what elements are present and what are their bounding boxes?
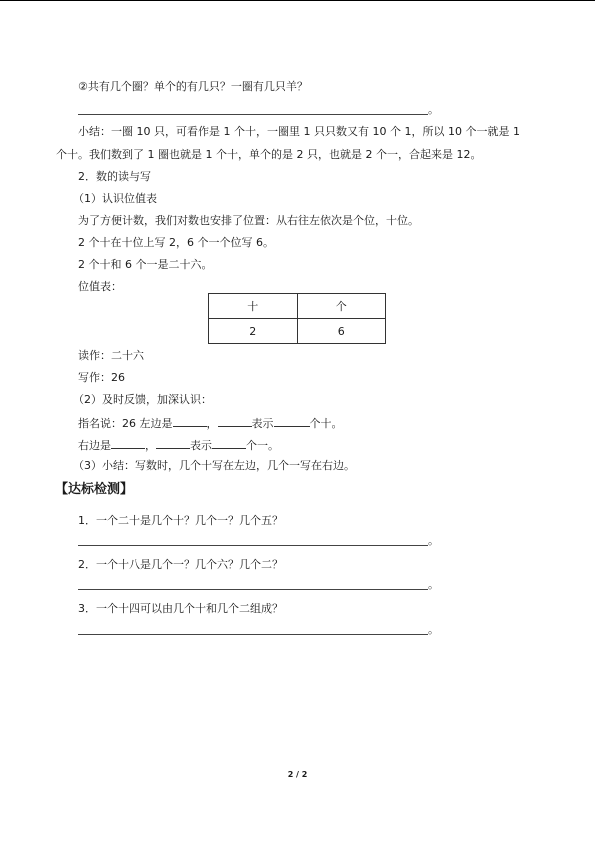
blank-left-meaning[interactable]	[218, 415, 252, 427]
feedback-line-2	[78, 437, 279, 453]
summary-line-1: 小结：一圈 10 只，可看作是 1 个十，一圈里 1 只只数又有 10 个 1，所以 10 个一就是 1	[78, 125, 520, 138]
test-question-1: 1．一个二十是几个十？几个一？几个五？	[78, 514, 283, 527]
feedback-2-comma: ，	[145, 439, 156, 452]
place-value-text-2: 2 个十在十位上写 2，6 个一个位写 6。	[78, 236, 274, 249]
blank-ones-count[interactable]	[212, 437, 246, 449]
table-header-tens: 十	[209, 294, 298, 319]
read-as-text: 读作：二十六	[78, 349, 144, 362]
page-number: 2 / 2	[287, 770, 308, 779]
place-value-table-label: 位值表：	[78, 280, 122, 293]
subsection-title-feedback: （2）及时反馈，加深认识：	[73, 393, 212, 406]
summary-line-2: 个十。我们数到了 1 圈也就是 1 个十，单个的是 2 只，也就是 2 个一，合起来是 12。	[56, 148, 482, 161]
test-question-3: 3．一个十四可以由几个十和几个二组成？	[78, 602, 283, 615]
place-value-text-1: 为了方便计数，我们对数也安排了位置：从右往左依次是个位，十位。	[78, 214, 419, 227]
blank-left-digit[interactable]	[173, 415, 207, 427]
question-circles: ②共有几个圈？单个的有几只？一圈有几只羊？	[78, 80, 308, 93]
table-value-ones: 6	[297, 319, 386, 344]
feedback-2-suffix: 个一。	[246, 439, 279, 452]
blank-right-meaning[interactable]	[156, 437, 190, 449]
section-title-read-write: 2．数的读与写	[78, 170, 151, 183]
blank-tens-count[interactable]	[274, 415, 310, 427]
table-header-row	[209, 294, 386, 319]
feedback-1-suffix: 个十。	[309, 417, 343, 430]
feedback-1-represents: 表示	[251, 417, 274, 430]
answer-line-q3[interactable]	[78, 634, 428, 635]
answer-line-q1[interactable]	[78, 545, 428, 546]
test-question-2: 2．一个十八是几个一？几个六？几个二？	[78, 558, 283, 571]
test-section-header: 【达标检测】	[55, 482, 134, 497]
answer-period-q1: 。	[428, 534, 439, 547]
feedback-line-1	[78, 415, 343, 431]
table-value-tens: 2	[209, 319, 298, 344]
answer-line-q2[interactable]	[78, 589, 428, 590]
feedback-2-represents: 表示	[190, 439, 212, 452]
feedback-1-comma: ，	[206, 417, 218, 430]
place-value-text-3: 2 个十和 6 个一是二十六。	[78, 258, 213, 271]
feedback-1-prefix: 指名说：26 左边是	[78, 417, 173, 430]
writing-summary: （3）小结：写数时，几个十写在左边，几个一写在右边。	[73, 459, 355, 472]
table-value-row	[209, 319, 386, 344]
subsection-title-place-value: （1）认识位值表	[73, 192, 157, 205]
answer-period-q2: 。	[428, 578, 439, 591]
blank-right-digit[interactable]	[111, 437, 145, 449]
place-value-table	[208, 293, 386, 344]
table-header-ones: 个	[297, 294, 386, 319]
write-as-text: 写作：26	[78, 371, 125, 384]
answer-period: 。	[428, 103, 439, 116]
feedback-2-prefix: 右边是	[78, 439, 111, 452]
answer-line-circles[interactable]	[78, 114, 428, 115]
header-rule	[0, 0, 595, 1]
answer-period-q3: 。	[428, 623, 439, 636]
